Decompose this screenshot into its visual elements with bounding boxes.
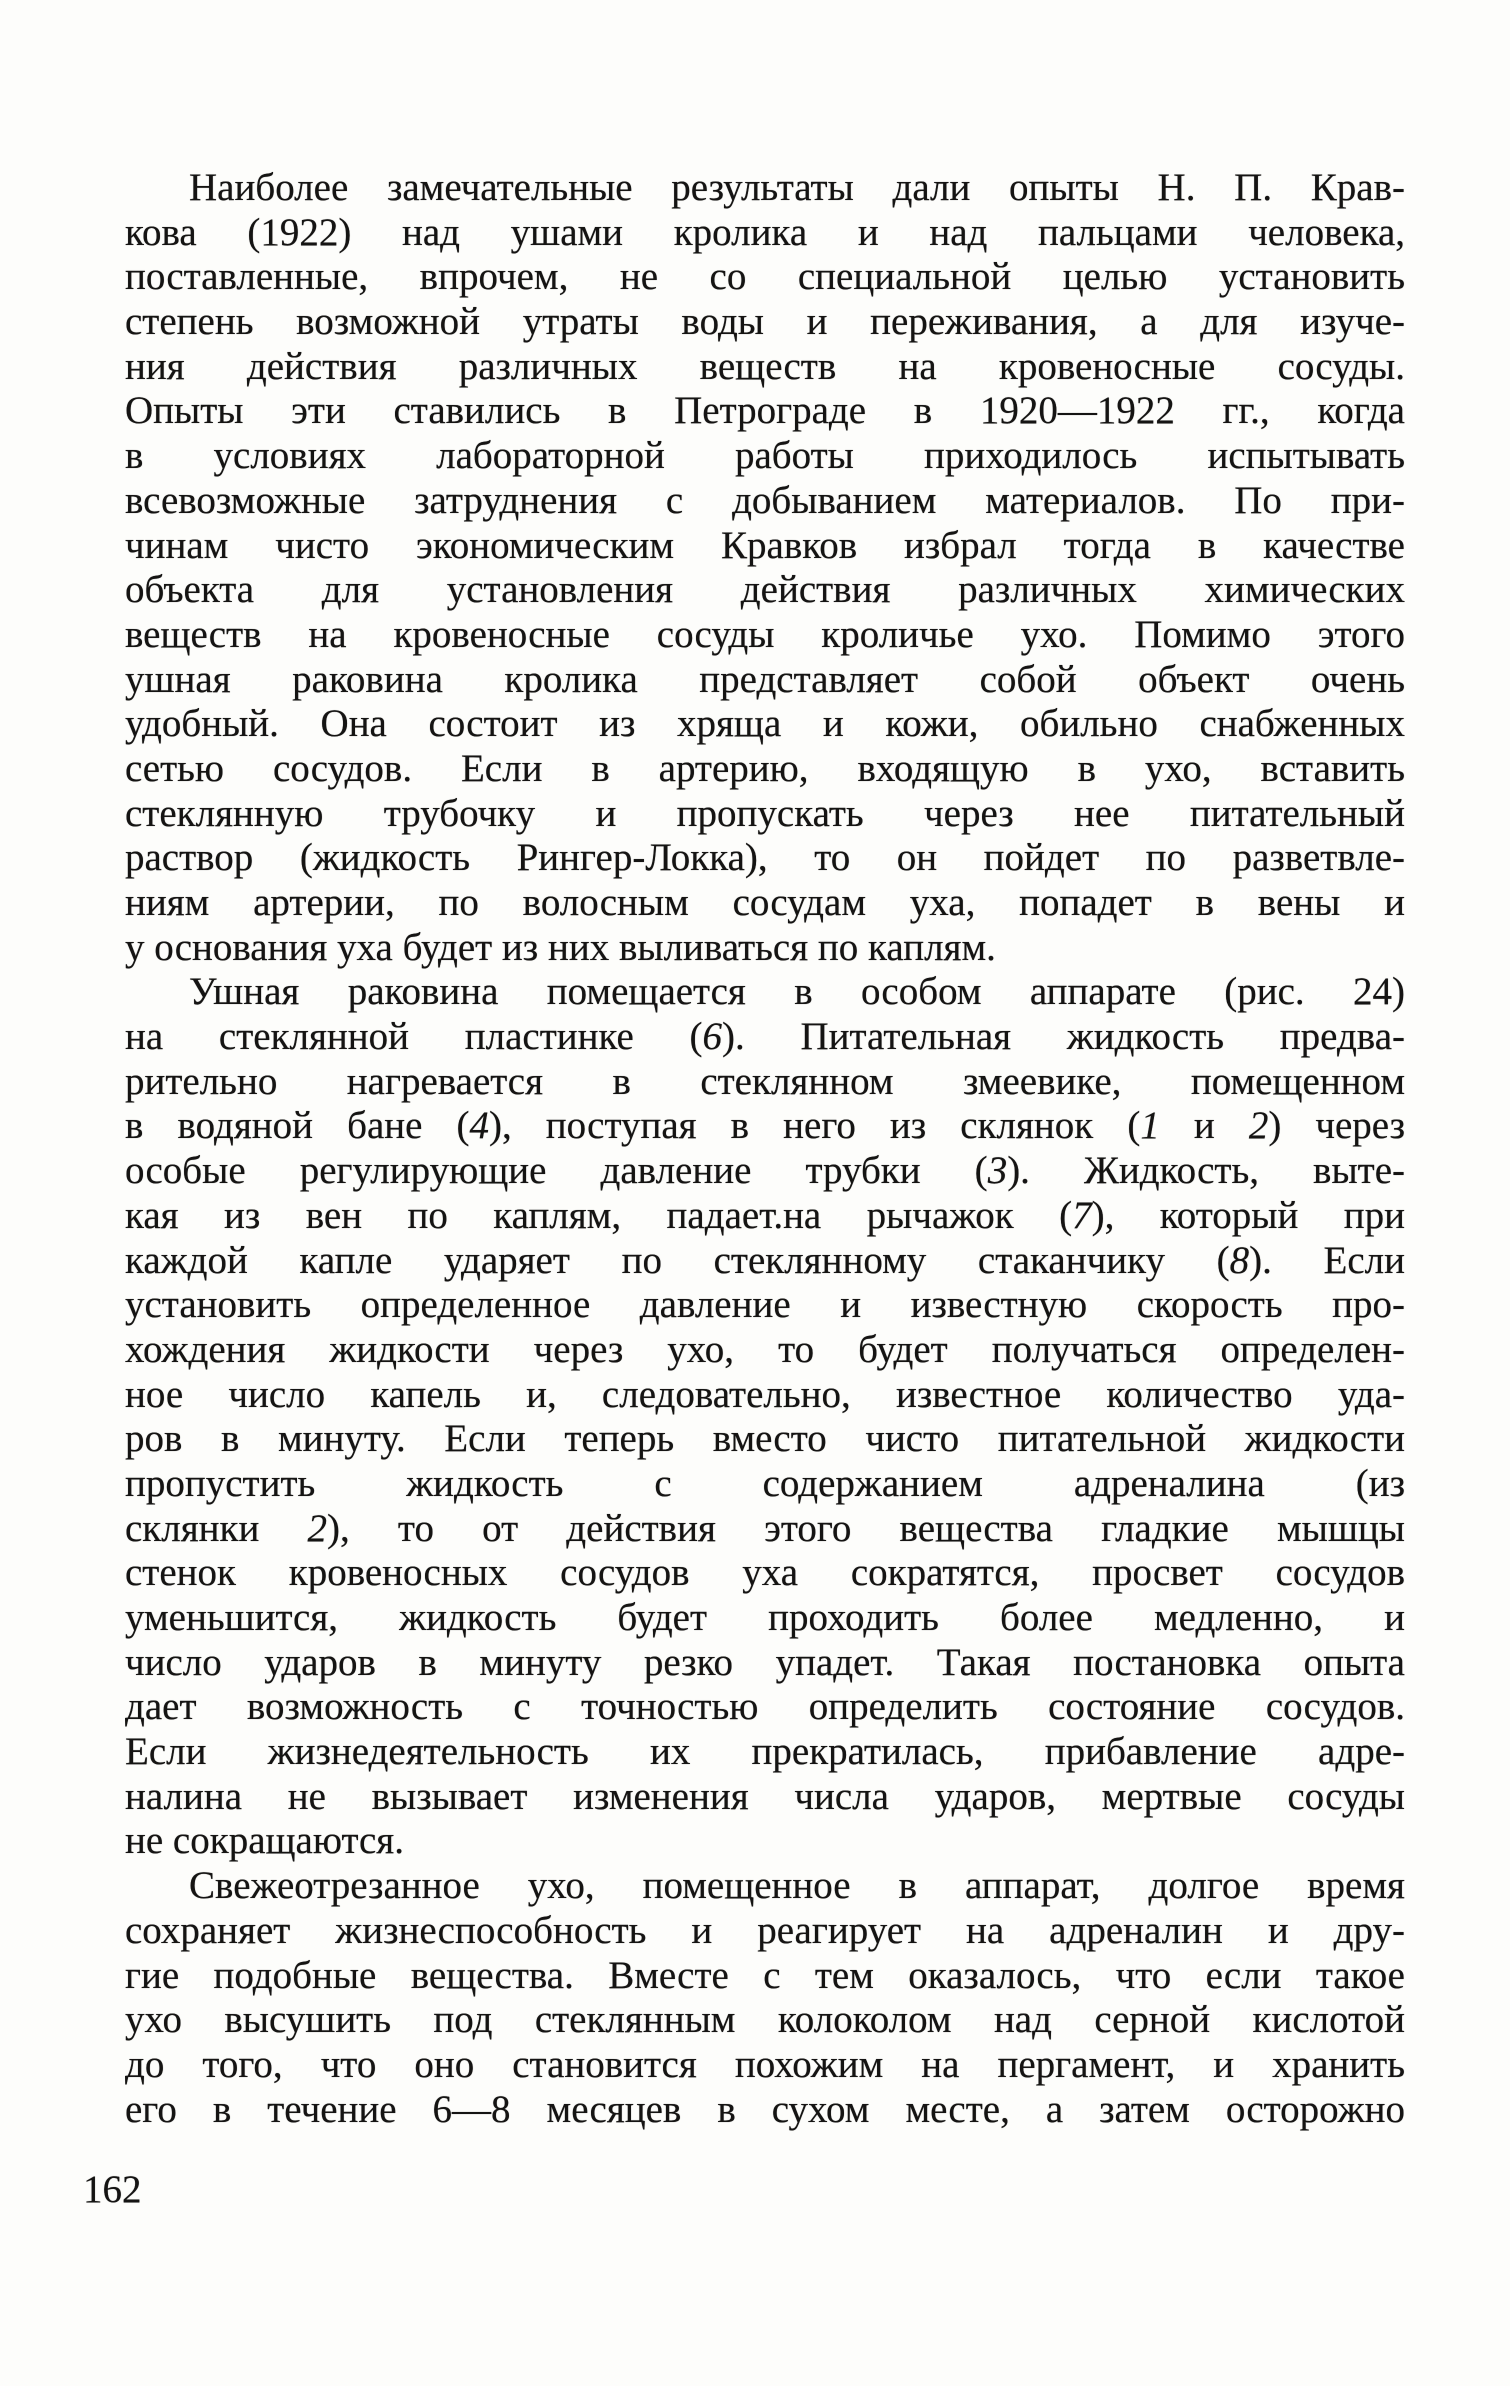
text-segment: кова (1922) над ушами кролика и над пальцами человека,: [125, 210, 1405, 254]
figure-ref-number: 4: [469, 1104, 489, 1148]
text-segment: склянки: [125, 1506, 308, 1550]
text-line: [125, 792, 1405, 837]
text-segment: хождения жидкости через ухо, то будет получаться определен-: [125, 1327, 1405, 1371]
text-segment: его в течение 6—8 месяцев в сухом месте, а затем осторожно: [125, 2087, 1405, 2131]
text-line: [125, 1373, 1405, 1418]
text-segment: объекта для установления действия различных химических: [125, 568, 1405, 612]
text-segment: Опыты эти ставились в Петрограде в 1920—1922 гг., когда: [125, 389, 1405, 433]
text-segment: ). Питательная жидкость предва-: [722, 1015, 1405, 1059]
text-segment: степень возможной утраты воды и переживания, а для изуче-: [125, 300, 1405, 344]
text-segment: число ударов в минуту резко упадет. Такая постановка опыта: [125, 1640, 1405, 1684]
text-line: [125, 2043, 1405, 2088]
page-number: 162: [83, 2168, 142, 2211]
text-segment: установить определенное давление и известную скорость про-: [125, 1283, 1405, 1327]
text-segment: гие подобные вещества. Вместе с тем оказалось, что если такое: [125, 1953, 1405, 1997]
text-segment: веществ на кровеносные сосуды кроличье ухо. Помимо этого: [125, 612, 1405, 656]
text-segment: ). Если: [1249, 1238, 1405, 1282]
text-segment: Ушная раковина помещается в особом аппарате (рис. 24): [189, 970, 1405, 1014]
text-line: [125, 1596, 1405, 1641]
text-line: [125, 166, 1405, 211]
text-segment: удобный. Она состоит из хряща и кожи, обильно снабженных: [125, 702, 1405, 746]
text-block: [125, 166, 1405, 2132]
figure-ref-number: 1: [1140, 1104, 1160, 1148]
text-segment: ), то от действия этого вещества гладкие мышцы: [327, 1506, 1405, 1550]
text-line: [125, 1998, 1405, 2043]
paragraph-2: [125, 970, 1405, 1864]
text-line: [125, 970, 1405, 1015]
text-line: [125, 1730, 1405, 1775]
figure-ref-number: 2: [307, 1506, 328, 1550]
paragraph-1: [125, 166, 1405, 970]
text-line: [125, 1641, 1405, 1686]
text-segment: кая из вен по каплям, падает.на рычажок (: [125, 1193, 1073, 1237]
text-line: [125, 1685, 1405, 1730]
text-segment: Наиболее замечательные результаты дали опыты Н. П. Крав-: [189, 166, 1405, 209]
text-segment: стеклянную трубочку и пропускать через нее питательный: [125, 791, 1405, 835]
text-line: [125, 434, 1405, 479]
text-line: [125, 1864, 1405, 1909]
text-segment: ), который при: [1091, 1193, 1405, 1237]
text-segment: налина не вызывает изменения числа ударов, мертвые сосуды: [125, 1774, 1405, 1818]
figure-ref-number: 3: [987, 1149, 1008, 1193]
text-segment: не сокращаются.: [125, 1819, 404, 1863]
figure-ref-number: 2: [1248, 1104, 1269, 1148]
text-line: [125, 1060, 1405, 1105]
text-segment: всевозможные затруднения с добыванием материалов. По при-: [125, 478, 1405, 522]
text-line: [125, 1194, 1405, 1239]
text-segment: в водяной бане (: [125, 1104, 470, 1148]
text-line: [125, 926, 1405, 971]
text-segment: ное число капель и, следовательно, известное количество уда-: [125, 1372, 1405, 1416]
text-segment: ), поступая в него из склянок (: [489, 1104, 1141, 1148]
text-segment: до того, что оно становится похожим на пергамент, и хранить: [125, 2042, 1405, 2086]
text-line: [125, 1551, 1405, 1596]
text-line: [125, 613, 1405, 658]
text-segment: ушная раковина кролика представляет собой объект очень: [125, 657, 1405, 701]
text-line: [125, 389, 1405, 434]
text-line: [125, 568, 1405, 613]
text-line: [125, 1909, 1405, 1954]
text-segment: ) через: [1268, 1104, 1405, 1148]
text-segment: у основания уха будет из них выливаться по каплям.: [125, 925, 996, 969]
text-segment: ухо высушить под стеклянным колоколом над серной кислотой: [125, 1998, 1405, 2042]
text-line: [125, 836, 1405, 881]
text-segment: уменьшится, жидкость будет проходить более медленно, и: [125, 1596, 1405, 1639]
text-segment: пропустить жидкость с содержанием адреналина (из: [125, 1461, 1405, 1505]
figure-ref-number: 7: [1072, 1193, 1092, 1237]
text-segment: поставленные, впрочем, не со специальной целью установить: [125, 255, 1405, 299]
text-segment: дает возможность с точностью определить состояние сосудов.: [125, 1685, 1405, 1729]
figure-ref-number: 6: [702, 1015, 723, 1059]
text-segment: сохраняет жизнеспособность и реагирует на адреналин и дру-: [125, 1908, 1405, 1952]
text-segment: ров в минуту. Если теперь вместо чисто питательной жидкости: [125, 1417, 1405, 1461]
text-segment: в условиях лабораторной работы приходилось испытывать: [125, 434, 1405, 478]
text-line: [125, 881, 1405, 926]
text-line: [125, 1239, 1405, 1284]
text-line: [125, 1104, 1405, 1149]
text-segment: сетью сосудов. Если в артерию, входящую в ухо, вставить: [125, 746, 1405, 790]
text-line: [125, 1775, 1405, 1820]
text-segment: ). Жидкость, выте-: [1007, 1149, 1405, 1193]
text-line: [125, 1507, 1405, 1552]
text-segment: особые регулирующие давление трубки (: [125, 1149, 988, 1193]
text-segment: и: [1159, 1104, 1249, 1148]
text-segment: ниям артерии, по волосным сосудам уха, попадет в вены и: [125, 881, 1405, 924]
text-segment: ния действия различных веществ на кровеносные сосуды.: [125, 344, 1405, 388]
text-line: [125, 2088, 1405, 2133]
text-line: [125, 702, 1405, 747]
text-segment: на стеклянной пластинке (: [125, 1015, 703, 1059]
text-segment: рительно нагревается в стеклянном змеевике, помещенном: [125, 1059, 1405, 1103]
text-line: [125, 1819, 1405, 1864]
figure-ref-number: 8: [1229, 1238, 1250, 1282]
text-line: [125, 345, 1405, 390]
text-line: [125, 747, 1405, 792]
text-line: [125, 300, 1405, 345]
text-line: [125, 211, 1405, 256]
text-line: [125, 1283, 1405, 1328]
paragraph-3: [125, 1864, 1405, 2132]
text-line: [125, 658, 1405, 703]
text-line: [125, 1149, 1405, 1194]
text-segment: чинам чисто экономическим Кравков избрал тогда в качестве: [125, 523, 1405, 567]
text-segment: Если жизнедеятельность их прекратилась, прибавление адре-: [125, 1730, 1405, 1774]
text-line: [125, 1015, 1405, 1060]
text-line: [125, 524, 1405, 569]
text-segment: каждой капле ударяет по стеклянному стаканчику (: [125, 1238, 1230, 1282]
text-segment: раствор (жидкость Рингер-Локка), то он пойдет по разветвле-: [125, 836, 1405, 880]
text-line: [125, 1954, 1405, 1999]
text-line: [125, 1328, 1405, 1373]
text-segment: стенок кровеносных сосудов уха сократятся, просвет сосудов: [125, 1551, 1405, 1595]
text-line: [125, 255, 1405, 300]
text-segment: Свежеотрезанное ухо, помещенное в аппарат, долгое время: [189, 1864, 1405, 1908]
text-line: [125, 479, 1405, 524]
text-line: [125, 1462, 1405, 1507]
text-line: [125, 1417, 1405, 1462]
